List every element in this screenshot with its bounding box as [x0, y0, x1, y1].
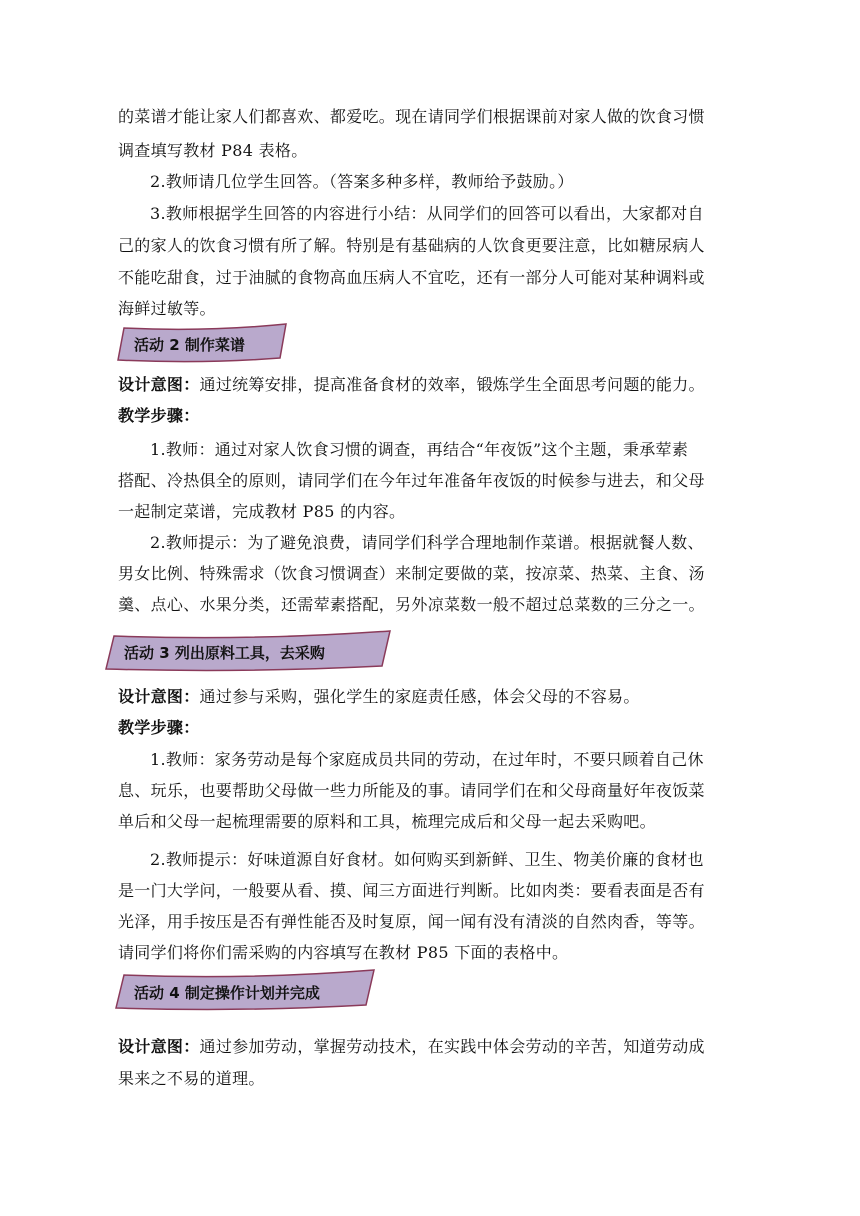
- activity4-design-label: 设计意图：: [118, 1037, 200, 1056]
- step3-line-1: 3.教师根据学生回答的内容进行小结：从同学们的回答可以看出，大家都对自: [150, 204, 704, 223]
- activity2-step2-line-1: 2.教师提示：为了避免浪费，请同学们科学合理地制作菜谱。根据就餐人数、: [150, 533, 704, 552]
- activity3-step1-line-1: 1.教师：家务劳动是每个家庭成员共同的劳动，在过年时，不要只顾着自己休: [150, 750, 704, 769]
- activity2-design-label: 设计意图：: [118, 375, 200, 394]
- activity4-design-text: 通过参加劳动，掌握劳动技术，在实践中体会劳动的辛苦，知道劳动成: [199, 1037, 705, 1056]
- activity3-step2-line-4: 请同学们将你们需采购的内容填写在教材 P85 下面的表格中。: [118, 943, 569, 962]
- activity3-step2-line-3: 光泽，用手按压是否有弹性能否及时复原，闻一闻有没有清淡的自然肉香，等等。: [118, 912, 705, 931]
- activity2-title: 活动 2 制作菜谱: [134, 336, 245, 354]
- activity3-step1-line-2: 息、玩乐，也要帮助父母做一些力所能及的事。请同学们在和父母商量好年夜饭菜: [118, 781, 705, 800]
- activity4-banner: [114, 968, 378, 1012]
- activity4-title: 活动 4 制定操作计划并完成: [134, 984, 320, 1002]
- activity3-step2-line-1: 2.教师提示：好味道源自好食材。如何购买到新鲜、卫生、物美价廉的食材也: [150, 850, 704, 869]
- activity2-design-text: 通过统筹安排，提高准备食材的效率，锻炼学生全面思考问题的能力。: [199, 375, 705, 394]
- intro-line-2: 调查填写教材 P84 表格。: [118, 141, 308, 160]
- activity3-design-text: 通过参与采购，强化学生的家庭责任感，体会父母的不容易。: [199, 687, 640, 706]
- step3-line-3: 不能吃甜食，过于油腻的食物高血压病人不宜吃，还有一部分人可能对某种调料或: [118, 268, 705, 287]
- activity3-banner: [104, 629, 394, 673]
- step3-line-2: 己的家人的饮食习惯有所了解。特别是有基础病的人饮食更要注意，比如糖尿病人: [118, 236, 705, 255]
- activity2-step1-line-1: 1.教师：通过对家人饮食习惯的调查，再结合“年夜饭”这个主题，秉承荤素: [150, 440, 689, 459]
- activity4-design-line-1: [118, 1037, 705, 1057]
- activity2-step2-line-2: 男女比例、特殊需求（饮食习惯调查）来制定要做的菜，按凉菜、热菜、主食、汤: [118, 564, 705, 583]
- activity4-design-line-2: 果来之不易的道理。: [118, 1069, 265, 1088]
- activity2-banner: [116, 322, 292, 364]
- activity3-title: 活动 3 列出原料工具，去采购: [124, 644, 325, 662]
- step3-line-4: 海鲜过敏等。: [118, 299, 216, 318]
- step2-text: 2.教师请几位学生回答。（答案多种多样，教师给予鼓励。）: [150, 172, 574, 191]
- activity2-design: [118, 375, 705, 395]
- activity3-step1-line-3: 单后和父母一起梳理需要的原料和工具，梳理完成后和父母一起去采购吧。: [118, 812, 656, 831]
- activity3-design: [118, 687, 640, 707]
- activity3-steps-label: 教学步骤：: [118, 718, 200, 737]
- activity3-design-label: 设计意图：: [118, 687, 200, 706]
- activity2-steps-label: 教学步骤：: [118, 406, 200, 425]
- activity2-step1-line-3: 一起制定菜谱，完成教材 P85 的内容。: [118, 502, 406, 521]
- activity3-step2-line-2: 是一门大学问，一般要从看、摸、闻三方面进行判断。比如肉类：要看表面是否有: [118, 881, 705, 900]
- activity2-step2-line-3: 羹、点心、水果分类，还需荤素搭配，另外凉菜数一般不超过总菜数的三分之一。: [118, 595, 705, 614]
- intro-line-1: 的菜谱才能让家人们都喜欢、都爱吃。现在请同学们根据课前对家人做的饮食习惯: [118, 107, 705, 126]
- activity2-step1-line-2: 搭配、冷热俱全的原则，请同学们在今年过年准备年夜饭的时候参与进去，和父母: [118, 471, 705, 490]
